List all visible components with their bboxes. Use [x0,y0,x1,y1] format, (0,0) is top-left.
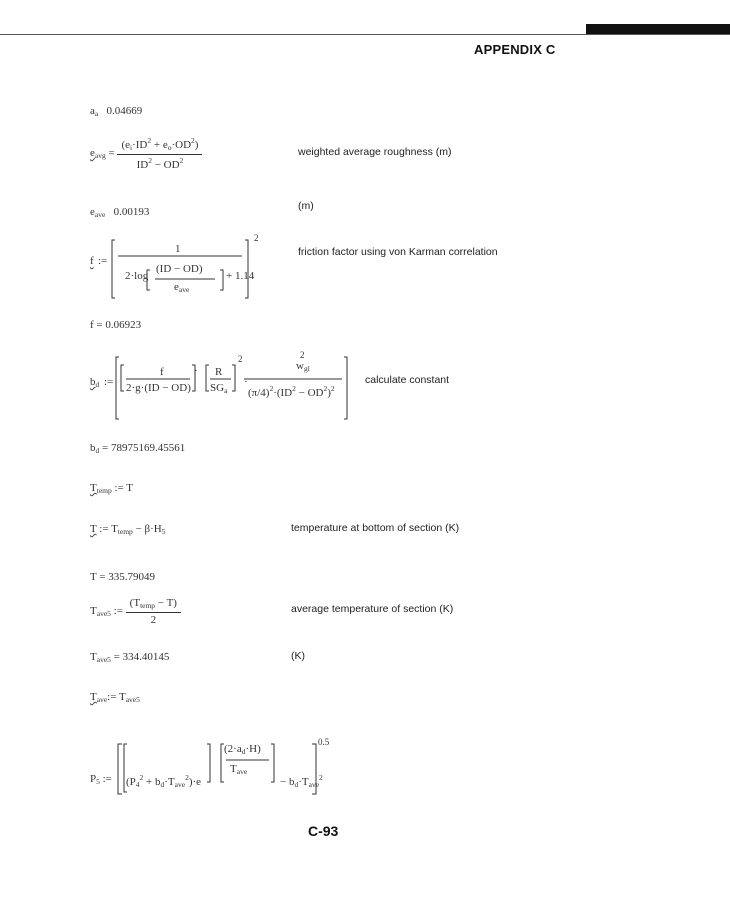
header-rule [0,34,730,35]
b-comment: calculate constant [365,374,450,386]
a-value: 0.04669 [106,105,143,117]
tave-comment: average temperature of section (K) [291,603,454,615]
eq-friction: f := 1 2·log (ID − OD) $e_{ave}$ + 1.14 2 [90,238,260,300]
eq-t: T := $T_{temp} - \beta\cdot H_5$ [90,523,166,536]
eavg-comment: weighted average roughness (m) [298,146,452,158]
friction-comment: friction factor using von Karman correlation [298,246,498,258]
eq-a-result: $a_a$ 0.04669 [90,105,143,118]
eave-value: 0.00193 [113,206,150,218]
t-value: T = 335.79049 [90,571,155,583]
eq-tave-result: $T_{ave5} = 334.40145$ [90,651,170,664]
tave-unit: (K) [291,650,305,662]
eq-b: $b_d$ := f 2·g·(ID − OD) · R $SG_a$ 2 · $w_{gl}$ 2 $(\pi/4)^2\cdot(ID^2 - OD^2)^2$ [90,355,350,421]
p5-exponent: 0.5 [318,737,330,747]
header-bar [586,24,730,34]
f-value: f = 0.06923 [90,319,142,331]
eq-eave-result: $e_{ave}$ 0.00193 [90,206,150,219]
eq-b-result: $b_d = 78975169.45561$ [90,442,186,455]
eq-tave-assign: $T_{ave}:= T_{ave5}$ [90,691,140,704]
eave-unit: (m) [298,200,314,212]
tave-value: = 334.40145 [113,651,170,663]
eq-tave: $T_{ave5}$ := $\frac{(T_{temp} - T)}{2}$ [90,598,181,626]
appendix-heading: APPENDIX C [474,42,556,57]
ttemp-assign: := T [114,482,134,494]
eq-p5: $P_5$ := $(P_4^2 + b_d\cdot T_{ave}^2)\cdot e$ $(2\cdot a_d\cdot H)$ $T_{ave}$ − $b_d\cdot T_{ave}^2$ 0.5 [90,738,340,796]
page-number: C-93 [308,823,339,839]
eq-eavg: $e_{avg}$ = $\frac{(e_i\cdot ID^2 + e_o\cdot OD^2)}{ID^2 - OD^2}$ [90,137,202,171]
b-value: = 78975169.45561 [102,442,186,454]
eq-ttemp: $T_{temp}$ := T [90,482,134,495]
t-comment: temperature at bottom of section (K) [291,522,460,534]
